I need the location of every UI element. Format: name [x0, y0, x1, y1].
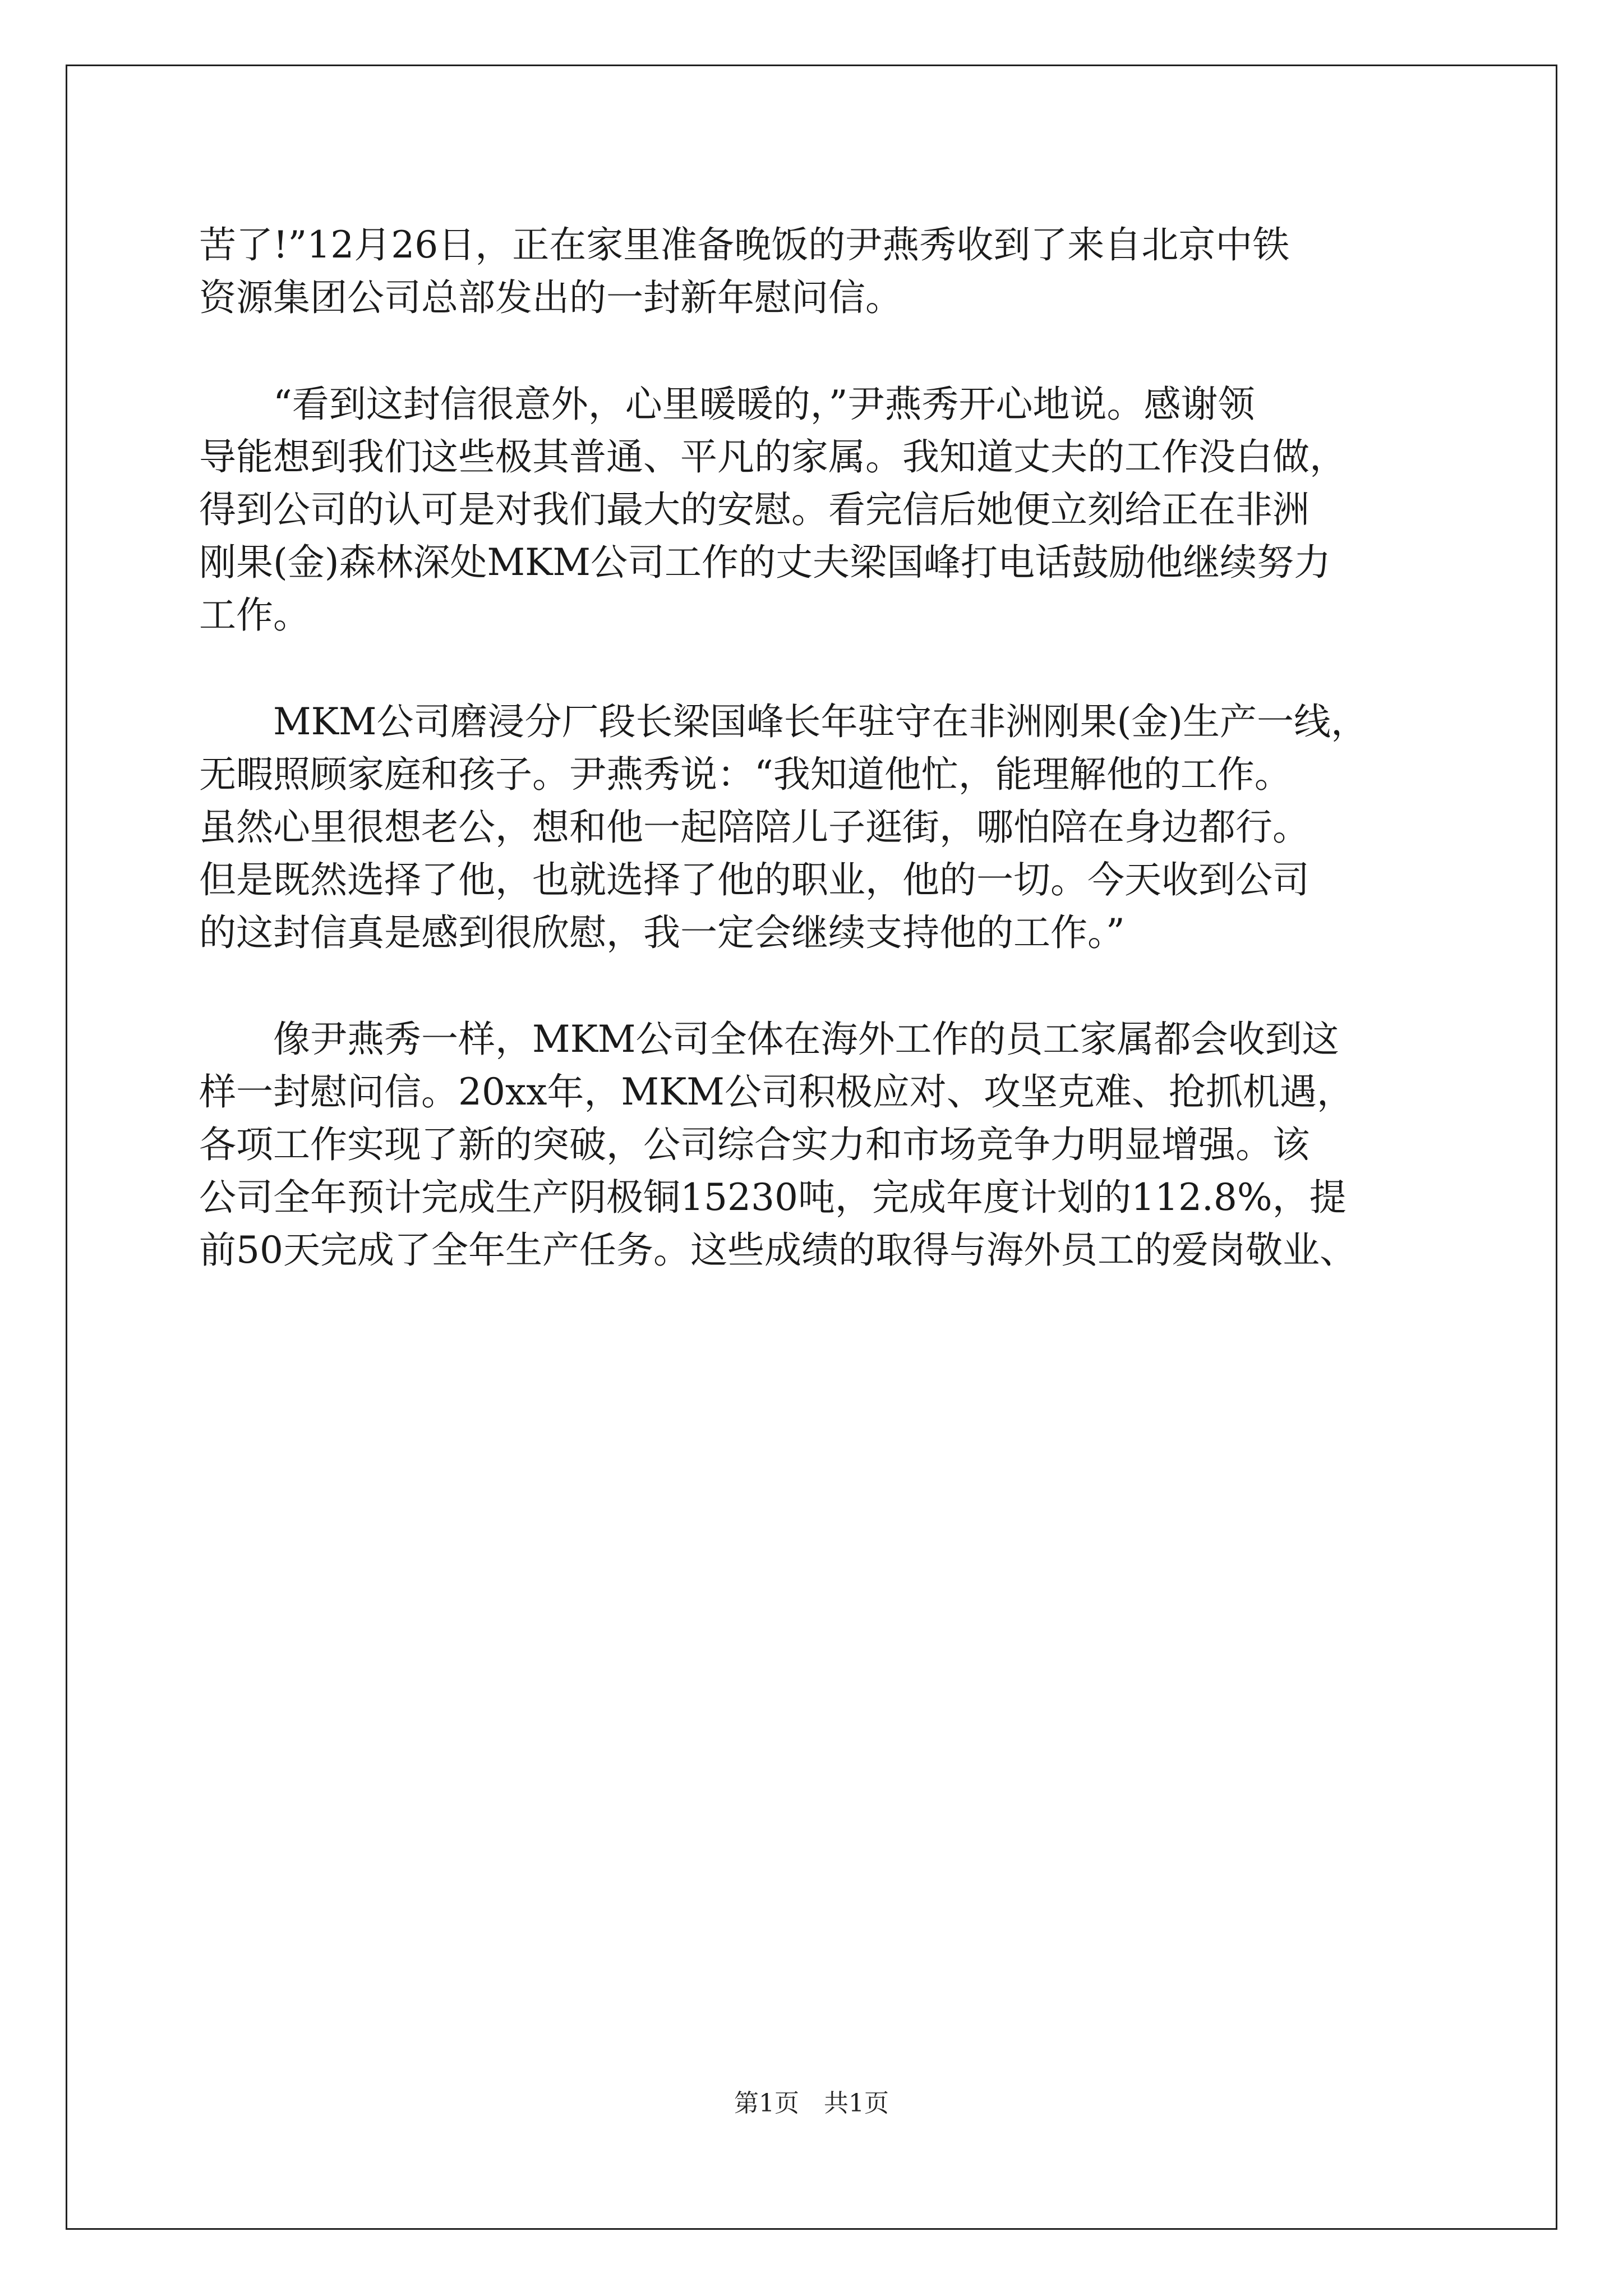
text-line: 公司全年预计完成生产阴极铜15230吨，完成年度计划的112.8%，提 [199, 1176, 1347, 1219]
text-line: 像尹燕秀一样，MKM公司全体在海外工作的员工家属都会收到这 [273, 1018, 1339, 1061]
text-line: 得到公司的认可是对我们最大的安慰。看完信后她便立刻给正在非洲 [199, 488, 1310, 531]
text-line: 导能想到我们这些极其普通、平凡的家属。我知道丈夫的工作没白做， [199, 435, 1347, 478]
text-line: MKM公司磨浸分厂段长梁国峰长年驻守在非洲刚果(金)生产一线， [273, 700, 1368, 743]
text-line: 无暇照顾家庭和孩子。尹燕秀说：“我知道他忙，能理解他的工作。 [199, 753, 1292, 796]
text-line: 样一封慰问信。20xx年，MKM公司积极应对、攻坚克难、抢抓机遇， [199, 1070, 1354, 1114]
text-line: 刚果(金)森林深处MKM公司工作的丈夫梁国峰打电话鼓励他继续努力 [199, 541, 1331, 584]
text-line: “看到这封信很意外，心里暖暖的，”尹燕秀开心地说。感谢领 [273, 383, 1255, 426]
document-body [199, 219, 1438, 1277]
text-line: 工作。 [199, 593, 310, 637]
page-number-footer: 第1页 共1页 [734, 2089, 889, 2118]
text-line: 资源集团公司总部发出的一封新年慰问信。 [199, 276, 902, 319]
text-line: 的这封信真是感到很欣慰，我一定会继续支持他的工作。” [199, 911, 1125, 954]
text-line: 虽然心里很想老公，想和他一起陪陪儿子逛街，哪怕陪在身边都行。 [199, 806, 1310, 849]
text-line: 前50天完成了全年生产任务。这些成绩的取得与海外员工的爱岗敬业、 [199, 1228, 1357, 1272]
text-line: 各项工作实现了新的突破，公司综合实力和市场竞争力明显增强。该 [199, 1123, 1310, 1166]
text-line: 苦了!”12月26日，正在家里准备晚饭的尹燕秀收到了来自北京中铁 [199, 223, 1290, 266]
text-line: 但是既然选择了他，也就选择了他的职业，他的一切。今天收到公司 [199, 858, 1310, 901]
